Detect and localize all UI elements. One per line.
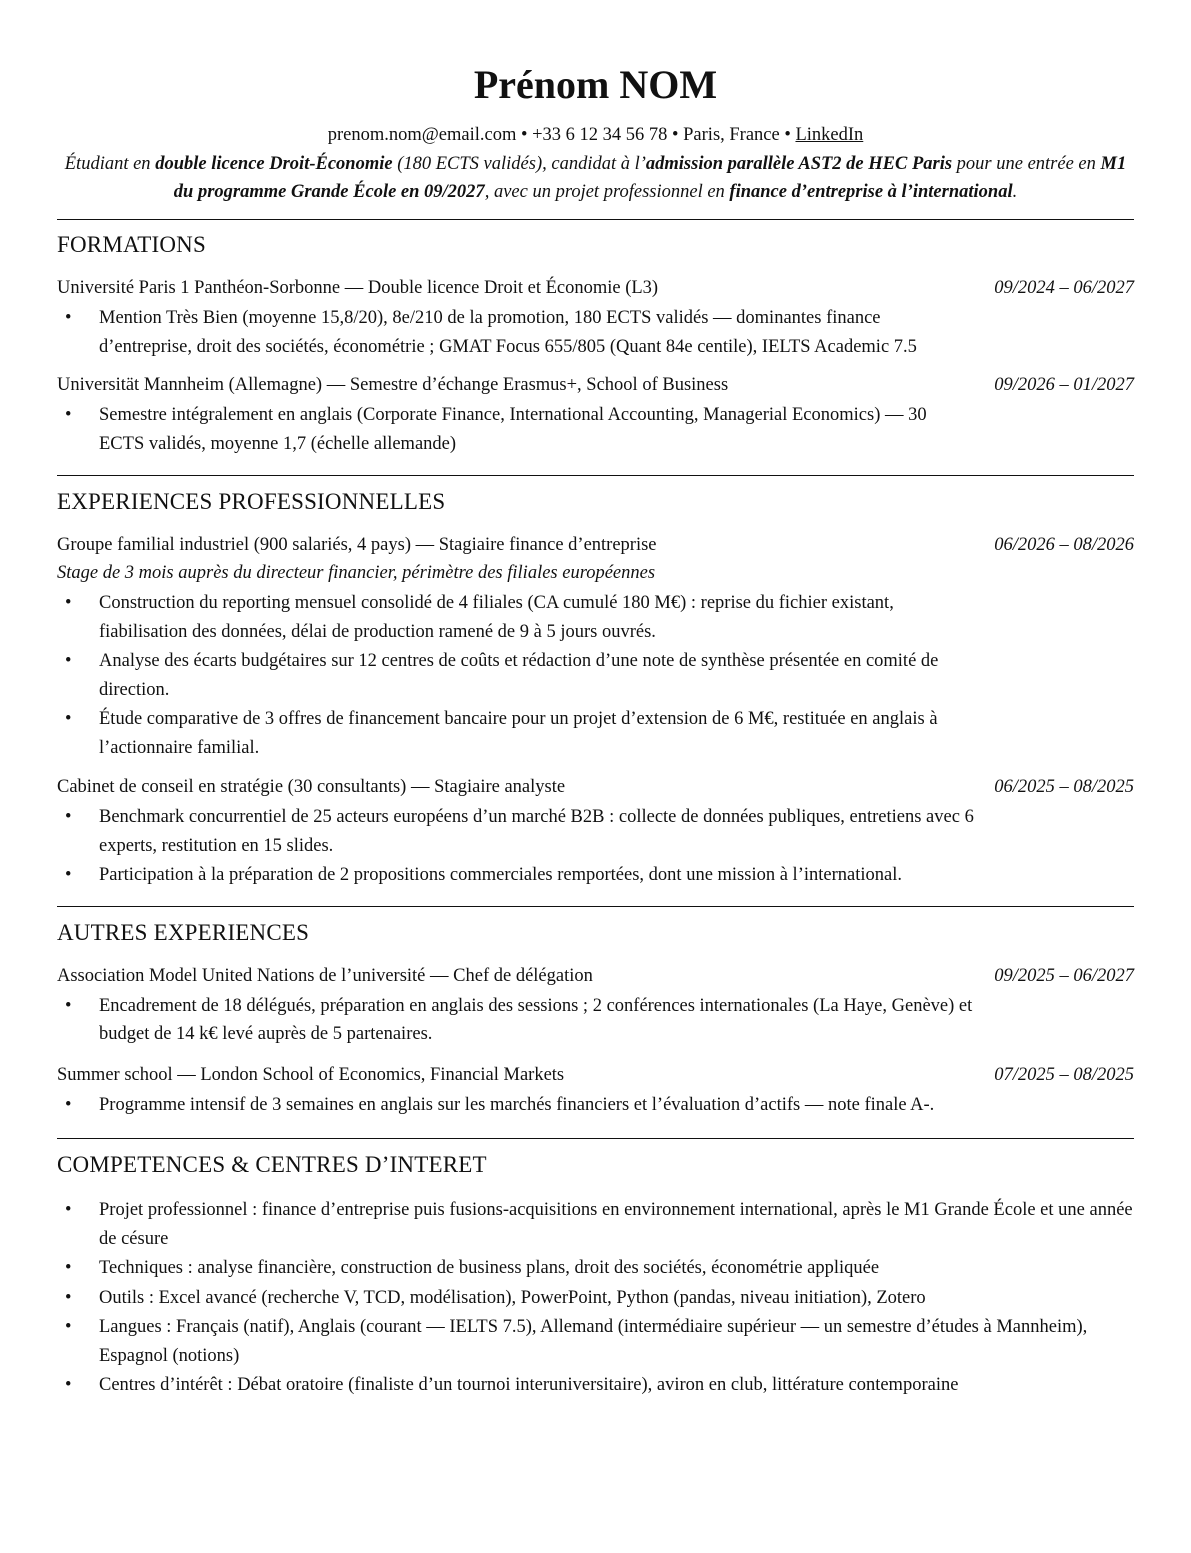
entry-title: Cabinet de conseil en stratégie (30 consultants) — Stagiaire analyste <box>57 777 566 797</box>
summary-highlight: double licence Droit-Économie <box>155 154 393 174</box>
section-divider <box>57 1138 1134 1139</box>
section-competences <box>57 1138 1134 1400</box>
section-title: COMPETENCES & CENTRES D’INTERET <box>57 1152 487 1177</box>
list-item <box>57 1254 1134 1283</box>
entry-header <box>57 773 1134 801</box>
entry <box>57 531 1134 762</box>
summary-text: . <box>1012 182 1018 202</box>
separator: • <box>516 125 533 145</box>
entry-bullets <box>57 992 1134 1049</box>
bullet-glyph: • <box>65 1375 72 1395</box>
location: Paris, France <box>683 125 780 145</box>
section-title: FORMATIONS <box>57 232 206 257</box>
bullet-text: Programme intensif de 3 semaines en anglais sur les marchés financiers et l’évaluation d’actifs — note finale A-. <box>99 1094 935 1115</box>
entry <box>57 274 1134 361</box>
list-item <box>57 589 1134 646</box>
entry-date: 07/2025 – 08/2025 <box>994 1064 1134 1085</box>
list-item <box>57 992 1134 1049</box>
entry <box>57 371 1134 458</box>
summary-highlight: M1 du programme Grande École en 09/2027 <box>173 154 1127 202</box>
bullet-text: Mention Très Bien (moyenne 15,8/20), 8e/210 de la promotion, 180 ECTS validés — dominantes finance d’entreprise, droit des sociétés, économétrie ; GMAT Focus 655/805 (Quant 84e centile), IELTS Academic 7.5 <box>99 308 917 357</box>
list-item <box>57 705 1134 762</box>
entry-date: 06/2025 – 08/2025 <box>994 777 1134 797</box>
bullet-text: Projet professionnel : finance d’entreprise puis fusions-acquisitions en environnement international, après le M1 Grande École et une année de césure <box>99 1200 1133 1249</box>
summary-text: , avec un projet professionnel en <box>484 182 730 202</box>
contact-line <box>57 122 1134 148</box>
section-divider <box>57 475 1134 476</box>
section-formations <box>57 219 1134 458</box>
section-divider <box>57 906 1134 907</box>
entry <box>57 962 1134 1049</box>
email[interactable]: prenom.nom@email.com <box>327 125 517 145</box>
phone: +33 6 12 34 56 78 <box>532 125 668 145</box>
bullet-text: Participation à la préparation de 2 propositions commerciales remportées, dont une mission à l’international. <box>99 865 902 885</box>
entry-header <box>57 274 1134 302</box>
entry-header <box>57 531 1134 559</box>
summary-text: pour une entrée en <box>952 154 1101 174</box>
entry-bullets <box>57 401 1134 458</box>
entry-header <box>57 962 1134 990</box>
separator: • <box>779 125 796 145</box>
bullet-glyph: • <box>65 405 72 425</box>
bullet-text: Construction du reporting mensuel consolidé de 4 filiales (CA cumulé 180 M€) : reprise du fichier existant, fiabilisation des données, délai de production ramené de 9 à 5 jours ouvrés. <box>99 593 894 642</box>
entry-date: 09/2026 – 01/2027 <box>994 375 1134 395</box>
entry-date: 09/2024 – 06/2027 <box>994 278 1134 298</box>
bullet-text: Semestre intégralement en anglais (Corporate Finance, International Accounting, Managerial Economics) — 30 ECTS validés, moyenne 1,7 (échelle allemande) <box>99 405 927 454</box>
bullet-glyph: • <box>65 593 72 613</box>
bullet-glyph: • <box>65 1317 72 1337</box>
competences-bullets <box>57 1196 1134 1400</box>
bullet-text: Benchmark concurrentiel de 25 acteurs européens d’un marché B2B : collecte de données publiques, entretiens avec 6 experts, restitution en 15 slides. <box>99 807 974 856</box>
section-divider <box>57 219 1134 220</box>
entry-bullets <box>57 304 1134 361</box>
bullet-glyph: • <box>65 1287 72 1308</box>
list-item <box>57 1371 1134 1400</box>
bullet-glyph: • <box>65 1258 72 1278</box>
candidate-name: Prénom NOM <box>473 62 718 107</box>
list-item <box>57 1196 1134 1253</box>
list-item <box>57 1313 1134 1370</box>
bullet-glyph: • <box>65 1200 72 1220</box>
entry-date: 09/2025 – 06/2027 <box>994 965 1134 986</box>
resume-page <box>57 0 1134 1401</box>
summary-text: Étudiant en <box>64 154 156 174</box>
summary-text: (180 ECTS validés), candidat à l’ <box>392 154 646 174</box>
entry-header <box>57 1061 1134 1089</box>
bullet-text: Langues : Français (natif), Anglais (courant — IELTS 7.5), Allemand (intermédiaire supérieur — un semestre d’études à Mannheim), Espagnol (notions) <box>99 1317 1088 1366</box>
separator: • <box>667 125 684 145</box>
bullet-glyph: • <box>65 865 72 885</box>
list-item <box>57 647 1134 704</box>
summary-highlight: finance d’entreprise à l’international <box>729 182 1013 202</box>
entry-date: 06/2026 – 08/2026 <box>994 535 1134 555</box>
section-experiences <box>57 475 1134 890</box>
linkedin-link[interactable]: LinkedIn <box>795 125 864 145</box>
bullet-text: Étude comparative de 3 offres de financement bancaire pour un projet d’extension de 6 M€, restituée en anglais à l’actionnaire familial. <box>99 709 938 758</box>
entry-subtitle: Stage de 3 mois auprès du directeur financier, périmètre des filiales européennes <box>57 563 656 583</box>
entry-header <box>57 371 1134 399</box>
summary-highlight: admission parallèle AST2 de HEC Paris <box>645 154 953 174</box>
list-item <box>57 861 1134 890</box>
section-title: AUTRES EXPERIENCES <box>57 919 310 945</box>
list-item <box>57 304 1134 361</box>
section-autres <box>57 906 1134 1120</box>
section-title: EXPERIENCES PROFESSIONNELLES <box>57 489 446 514</box>
entry-title: Association Model United Nations de l’université — Chef de délégation <box>57 965 593 986</box>
bullet-glyph: • <box>65 995 72 1016</box>
profile-summary <box>57 150 1134 206</box>
list-item <box>57 1091 1134 1120</box>
bullet-glyph: • <box>65 1094 72 1115</box>
entry-title: Groupe familial industriel (900 salariés, 4 pays) — Stagiaire finance d’entreprise <box>57 535 657 555</box>
entry <box>57 773 1134 890</box>
bullet-glyph: • <box>65 807 72 827</box>
bullet-glyph: • <box>65 651 72 671</box>
bullet-text: Outils : Excel avancé (recherche V, TCD, modélisation), PowerPoint, Python (pandas, niveau initiation), Zotero <box>99 1287 926 1308</box>
entry-title: Summer school — London School of Economics, Financial Markets <box>57 1064 565 1085</box>
bullet-glyph: • <box>65 308 72 328</box>
entry-title: Université Paris 1 Panthéon-Sorbonne — Double licence Droit et Économie (L3) <box>57 278 659 298</box>
entry-bullets <box>57 589 1134 762</box>
entry-bullets <box>57 803 1134 890</box>
bullet-text: Centres d’intérêt : Débat oratoire (finaliste d’un tournoi interuniversitaire), aviron en club, littérature contemporaine <box>99 1375 959 1395</box>
bullet-text: Encadrement de 18 délégués, préparation en anglais des sessions ; 2 conférences internationales (La Haye, Genève) et budget de 14 k€ levé auprès de 5 partenaires. <box>99 995 973 1044</box>
entry-title: Universität Mannheim (Allemagne) — Semestre d’échange Erasmus+, School of Business <box>57 375 729 395</box>
bullet-glyph: • <box>65 709 72 729</box>
list-item <box>57 1284 1134 1313</box>
entry <box>57 1061 1134 1120</box>
list-item <box>57 401 1134 458</box>
entry-bullets <box>57 1091 1134 1120</box>
bullet-text: Techniques : analyse financière, construction de business plans, droit des sociétés, économétrie appliquée <box>99 1258 880 1278</box>
bullet-text: Analyse des écarts budgétaires sur 12 centres de coûts et rédaction d’une note de synthèse présentée en comité de direction. <box>99 651 939 700</box>
list-item <box>57 803 1134 860</box>
